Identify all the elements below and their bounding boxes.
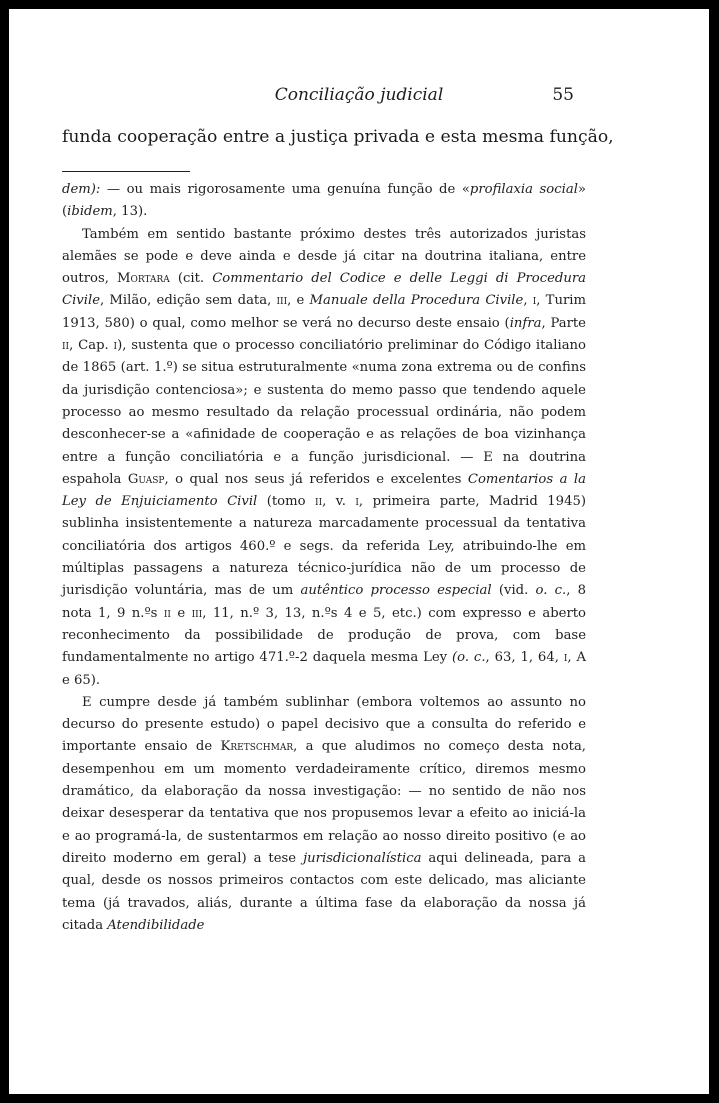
body-text-line: funda cooperação entre a justiça privada e esta mesma função,	[62, 127, 614, 147]
italic-run: dem):	[62, 182, 101, 197]
footnote-paragraph-3	[62, 692, 586, 937]
italic-run: o. c.	[535, 583, 567, 599]
text-run: , a que aludimos no começo desta nota, desempenhou em um momento verdadeiramente crítico, diremos mesmo dramático, da elaboração da nossa investigação: — no sentido de não nos deixar desesperar da tentativa que nos propusemos levar a efeito ao iniciá-la e ao programá-la, de sustentarmos em relação ao nosso direito positivo (e ao direito moderno em geral) a tese	[62, 739, 587, 866]
text-run: , 11, n.º 3, 13, n.ºs 4 e 5, etc.) com expresso e aberto reconhecimento da possibilidade de produção de prova, com base fundamentalmente no artigo 471.º-2 daquela mesma Ley	[62, 605, 586, 666]
italic-run: Comentarios a la Ley de Enjuiciamento Civil	[62, 471, 586, 510]
small-caps-run: ii	[62, 338, 70, 354]
italic-run: Commentario del Codice e delle Leggi di Procedura Civile	[62, 271, 587, 309]
text-run: (tomo	[257, 494, 316, 510]
page-number: 55	[552, 85, 574, 105]
italic-run: Atendibilidade	[107, 917, 205, 933]
footnote-separator	[62, 171, 190, 172]
text-run: — ou mais rigorosamente uma genuína função de «	[100, 182, 470, 197]
book-page	[9, 9, 709, 1094]
text-run: aqui delineada, para a qual, desde os nossos primeiros contactos com este delicado, mas aliciante tema (já travados, aliás, durante a última fase da elaboração da nossa já citada	[62, 850, 587, 933]
small-caps-run: i	[563, 650, 568, 666]
small-caps-run: Kretschmar	[220, 739, 294, 755]
italic-run: profilaxia social	[469, 182, 578, 197]
text-run: , o qual nos seus já referidos e excelentes	[164, 471, 468, 487]
italic-run: Manuale della Procedura Civile	[309, 293, 524, 309]
small-caps-run: Guasp	[127, 471, 165, 487]
small-caps-run: i	[355, 494, 359, 510]
small-caps-run: ii	[315, 494, 323, 510]
italic-run: autêntico processo especial	[300, 583, 492, 599]
text-run: E cumpre desde já também sublinhar (embora voltemos ao assunto no decurso do presente estudo) o papel decisivo que a consulta do referido e importante ensaio de	[62, 694, 586, 755]
text-run: , A e 65).	[62, 650, 586, 688]
text-run: , 8 nota 1, 9 n.ºs	[62, 583, 587, 621]
italic-run: infra	[509, 315, 542, 331]
text-run: , e	[287, 293, 310, 309]
text-run: e	[170, 605, 192, 621]
text-run: , Turim 1913, 580) o qual, como melhor se verá no decurso deste ensaio (	[62, 293, 586, 331]
running-title: Conciliação judicial	[274, 85, 444, 105]
italic-run: jurisdicionalística	[303, 850, 422, 866]
small-caps-run: Mortara	[117, 271, 170, 287]
text-run: Também em sentido bastante próximo destes três autorizados juristas alemães se pode e deve ainda e desde já citar na doutrina italiana, entre outros,	[62, 226, 586, 287]
italic-run: ibidem	[67, 204, 113, 220]
text-run: ), sustenta que o processo conciliatório preliminar do Código italiano de 1865 (art. 1.º) se situa estruturalmente «numa zona extrema ou de confins da jurisdição contenciosa»; e sustenta do memo passo que tendendo aquele processo ao mesmo resultado da relação processual ordinária, não podem desconhecer-se a «afinidade de cooperação e as relações de boa vizinhança entre a função conciliatória e a função jurisdicional. — E na doutrina espahola	[62, 338, 586, 487]
italic-run: (o. c.	[452, 650, 486, 666]
text-run: (vid.	[491, 583, 536, 599]
text-run: (cit.	[169, 271, 213, 287]
small-caps-run: iii	[191, 605, 203, 621]
small-caps-run: i	[532, 293, 537, 309]
text-run: , 13).	[112, 204, 148, 220]
text-run: , primeira parte, Madrid 1945) sublinha insistentemente a natureza marcadamente processual da tentativa conciliatória dos artigos 460.º e segs. da referida Ley, atribuindo-lhe em múltiplas passagens a natureza técnico-jurídica não de um processo de jurisdição voluntária, mas de um	[62, 494, 586, 599]
text-run: » (	[62, 182, 586, 220]
text-run: , Milão, edição sem data,	[100, 293, 277, 309]
text-run: , Parte	[541, 315, 586, 331]
text-run: , 63, 1, 64,	[485, 650, 564, 666]
text-run: ,	[523, 293, 533, 309]
footnote-paragraph-1	[62, 179, 586, 224]
text-run: , Cap.	[69, 338, 114, 354]
text-run: , v.	[322, 494, 356, 510]
small-caps-run: iii	[276, 293, 288, 309]
footnote-block	[62, 179, 586, 937]
small-caps-run: i	[113, 338, 118, 354]
small-caps-run: ii	[163, 605, 171, 621]
footnote-paragraph-2	[62, 224, 586, 692]
page-header	[9, 85, 709, 109]
